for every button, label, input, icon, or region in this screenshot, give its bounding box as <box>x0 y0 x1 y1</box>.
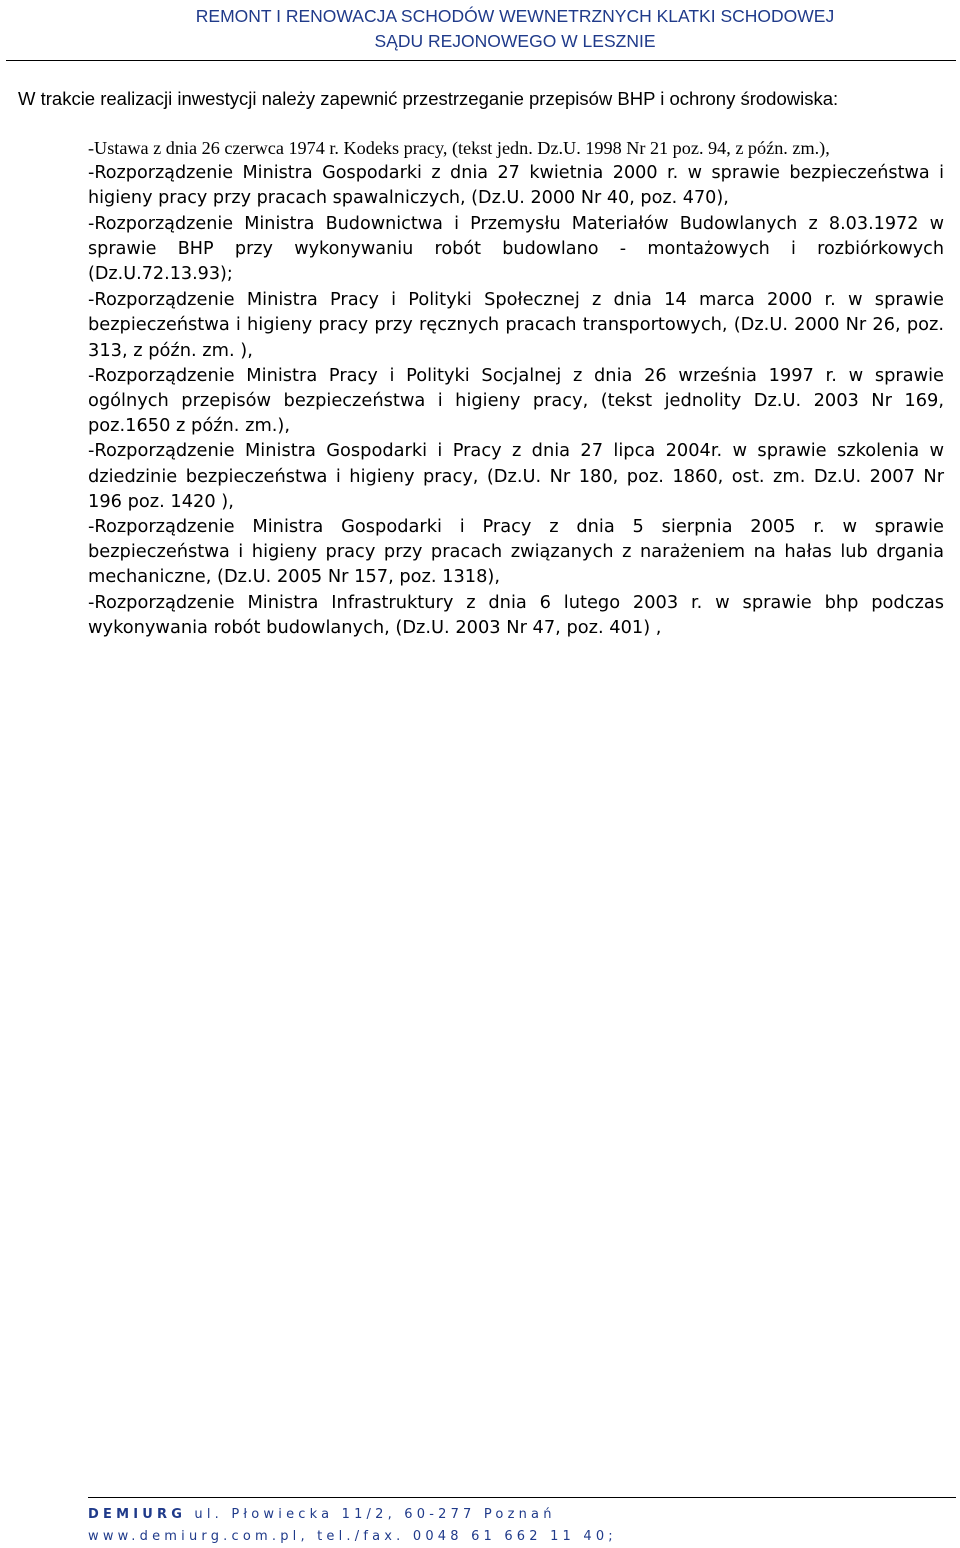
regulation-item: -Rozporządzenie Ministra Infrastruktury z dnia 6 lutego 2003 r. w sprawie bhp podczas wykonywania robót budowlanych, (Dz.U. 2003 Nr 47, poz. 401) , <box>88 591 944 638</box>
footer-address-line <box>88 1504 948 1526</box>
regulations-list <box>88 136 944 640</box>
footer-divider <box>88 1497 956 1498</box>
regulation-item: -Rozporządzenie Ministra Gospodarki i Pracy z dnia 27 lipca 2004r. w sprawie szkolenia w dziedzinie bezpieczeństwa i higieny pracy, (Dz.U. Nr 180, poz. 1860, ost. zm. Dz.U. 2007 Nr 196 poz. 1420 ), <box>88 440 944 512</box>
document-footer <box>88 1504 948 1548</box>
regulation-item: -Rozporządzenie Ministra Gospodarki z dnia 27 kwietnia 2000 r. w sprawie bezpieczeństwa i higieny pracy przy pracach spawalniczych, (Dz.U. 2000 Nr 40, poz. 470), <box>88 163 944 209</box>
header-divider <box>6 60 956 61</box>
footer-address: ul. Płowiecka 11/2, 60-277 Poznań <box>186 1507 556 1522</box>
header-title-line-1: REMONT I RENOWACJA SCHODÓW WEWNETRZNYCH KLATKI SCHODOWEJ <box>195 6 835 26</box>
regulation-item: -Rozporządzenie Ministra Gospodarki i Pracy z dnia 5 sierpnia 2005 r. w sprawie bezpieczeństwa i higieny pracy przy pracach związanych z narażeniem na hałas lub drgania mechaniczne, (Dz.U. 2005 Nr 157, poz. 1318), <box>88 516 944 588</box>
intro-paragraph: W trakcie realizacji inwestycji należy zapewnić przestrzeganie przepisów BHP i ochrony środowiska: <box>18 88 839 109</box>
header-title-line-2: SĄDU REJONOWEGO W LESZNIE <box>374 31 656 51</box>
regulation-item: -Ustawa z dnia 26 czerwca 1974 r. Kodeks pracy, (tekst jedn. Dz.U. 1998 Nr 21 poz. 94, z późn. zm.), <box>88 138 830 158</box>
regulation-item: -Rozporządzenie Ministra Pracy i Polityki Socjalnej z dnia 26 września 1997 r. w sprawie ogólnych przepisów bezpieczeństwa i higieny pracy, (tekst jednolity Dz.U. 2003 Nr 169, poz.1650 z późn. zm.), <box>88 364 944 437</box>
footer-brand: DEMIURG <box>88 1507 187 1522</box>
regulation-item: -Rozporządzenie Ministra Pracy i Polityki Społecznej z dnia 14 marca 2000 r. w sprawie bezpieczeństwa i higieny pracy przy ręcznych pracach transportowych, (Dz.U. 2000 Nr 26, poz. 313, z późn. zm. ), <box>88 289 944 361</box>
intro-block <box>18 86 944 111</box>
footer-contact: www.demiurg.com.pl, tel./fax. 0048 61 662 11 40; <box>88 1529 617 1544</box>
document-header <box>0 4 960 54</box>
regulation-item: -Rozporządzenie Ministra Budownictwa i Przemysłu Materiałów Budowlanych z 8.03.1972 w sprawie BHP przy wykonywaniu robót budowlano - montażowych i rozbiórkowych (Dz.U.72.13.93); <box>88 213 944 285</box>
